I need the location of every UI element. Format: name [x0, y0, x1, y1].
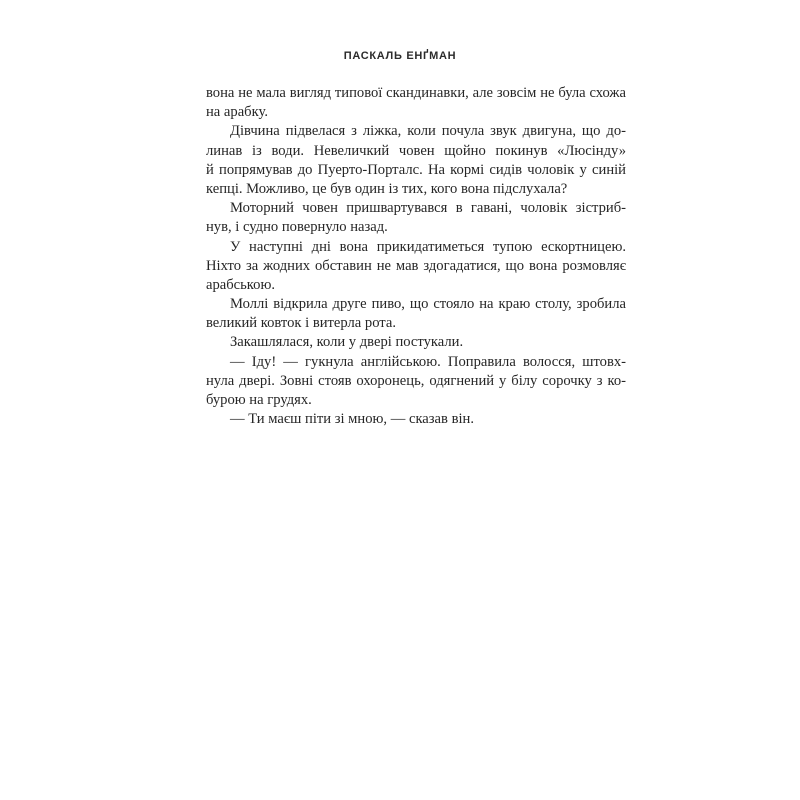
paragraph — [206, 199, 626, 237]
text-line: кепці. Можливо, це був один із тих, кого вона підслухала? — [206, 180, 568, 197]
text-line: бурою на грудях. — [206, 392, 312, 408]
text-line: на арабку. — [206, 104, 268, 121]
paragraph — [206, 295, 626, 333]
text-line: Дівчина підвелася з ліжка, коли почула звук двигуна, що до- — [230, 123, 626, 140]
text-line: великий ковток і витерла рота. — [206, 315, 396, 332]
text-line: нула двері. Зовні стояв охоронець, одягнений у білу сорочку з ко- — [206, 372, 626, 389]
text-line: Закашлялася, коли у двері постукали. — [230, 334, 464, 351]
text-line: линав із води. Невеличкий човен щойно покинув «Люсінду» — [206, 142, 626, 159]
text-line: Моллі відкрила друге пиво, що стояло на краю столу, зробила — [230, 296, 626, 313]
text-line: вона не мала вигляд типової скандинавки, але зовсім не була схожа — [206, 85, 626, 101]
text-line: Моторний човен пришвартувався в гавані, чоловік зістриб- — [230, 200, 626, 217]
text-line: нув, і судно повернуло назад. — [206, 219, 388, 236]
text-line: У наступні дні вона прикидатиметься тупою ескортницею. — [230, 238, 626, 255]
running-head: ПАСКАЛЬ ЕНҐМАН — [343, 50, 457, 62]
text-line: й попрямував до Пуерто-Порталс. На кормі сидів чоловік у синій — [206, 161, 626, 178]
text-line: — Іду! — гукнула англійською. Поправила волосся, штовх- — [230, 353, 626, 370]
paragraph — [206, 238, 626, 296]
paragraph — [206, 333, 626, 352]
paragraph — [206, 410, 626, 429]
text-line: арабською. — [206, 276, 276, 293]
paragraph — [206, 122, 626, 199]
paragraph — [206, 353, 626, 411]
text-line: — Ти маєш піти зі мною, — сказав він. — [230, 411, 474, 428]
paragraph — [206, 84, 626, 122]
text-line: Ніхто за жодних обставин не мав здогадатися, що вона розмовляє — [206, 257, 626, 274]
body-text — [206, 84, 626, 429]
